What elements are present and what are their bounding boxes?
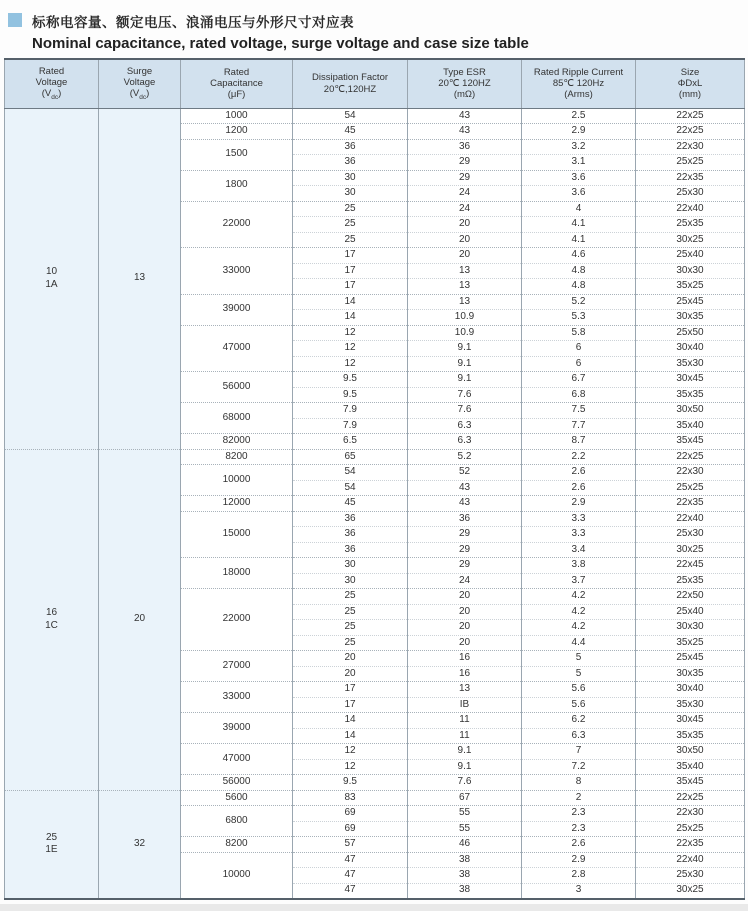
cell-type-esr: 9.1	[408, 356, 522, 372]
cell-dissipation-factor: 36	[293, 139, 408, 155]
cell-dissipation-factor: 12	[293, 341, 408, 357]
cell-type-esr: 13	[408, 279, 522, 295]
cell-ripple-current: 5.2	[522, 294, 636, 310]
cell-ripple-current: 5	[522, 666, 636, 682]
cell-size: 30x35	[636, 310, 745, 326]
cell-dissipation-factor: 30	[293, 573, 408, 589]
cell-dissipation-factor: 36	[293, 511, 408, 527]
cell-size: 25x25	[636, 480, 745, 496]
cell-rated-capacitance: 47000	[181, 744, 293, 775]
cell-dissipation-factor: 25	[293, 620, 408, 636]
cell-ripple-current: 4.6	[522, 248, 636, 264]
cell-dissipation-factor: 17	[293, 263, 408, 279]
cell-ripple-current: 4.2	[522, 620, 636, 636]
cell-rated-voltage: 10 1A	[5, 108, 99, 449]
cell-type-esr: 38	[408, 868, 522, 884]
cell-dissipation-factor: 45	[293, 124, 408, 140]
cell-ripple-current: 5.6	[522, 697, 636, 713]
cell-ripple-current: 2.2	[522, 449, 636, 465]
cell-rated-capacitance: 56000	[181, 372, 293, 403]
cell-type-esr: 24	[408, 573, 522, 589]
cell-dissipation-factor: 17	[293, 697, 408, 713]
cell-ripple-current: 2.9	[522, 124, 636, 140]
cell-dissipation-factor: 7.9	[293, 418, 408, 434]
cell-type-esr: 43	[408, 480, 522, 496]
cell-ripple-current: 5.8	[522, 325, 636, 341]
table-row	[5, 449, 745, 465]
cell-type-esr: 20	[408, 604, 522, 620]
cell-rated-voltage: 16 1C	[5, 449, 99, 790]
cell-dissipation-factor: 9.5	[293, 775, 408, 791]
cell-dissipation-factor: 36	[293, 542, 408, 558]
table-body	[5, 108, 745, 899]
cell-type-esr: 13	[408, 682, 522, 698]
cell-size: 30x35	[636, 666, 745, 682]
cell-size: 25x40	[636, 604, 745, 620]
column-header-rated-capacitance: Rated Capacitance (μF)	[181, 59, 293, 108]
cell-dissipation-factor: 20	[293, 651, 408, 667]
cell-size: 22x25	[636, 449, 745, 465]
cell-rated-capacitance: 33000	[181, 248, 293, 295]
cell-dissipation-factor: 14	[293, 294, 408, 310]
cell-dissipation-factor: 17	[293, 248, 408, 264]
cell-rated-capacitance: 39000	[181, 294, 293, 325]
cell-ripple-current: 7.7	[522, 418, 636, 434]
cell-surge-voltage: 20	[99, 449, 181, 790]
cell-ripple-current: 4.8	[522, 263, 636, 279]
cell-type-esr: 52	[408, 465, 522, 481]
cell-rated-capacitance: 10000	[181, 852, 293, 899]
cell-ripple-current: 4.8	[522, 279, 636, 295]
cell-ripple-current: 2.6	[522, 837, 636, 853]
header-row	[5, 59, 745, 108]
cell-size: 35x25	[636, 635, 745, 651]
cell-type-esr: 20	[408, 232, 522, 248]
cell-type-esr: 6.3	[408, 434, 522, 450]
cell-rated-capacitance: 82000	[181, 434, 293, 450]
cell-size: 30x30	[636, 263, 745, 279]
cell-type-esr: 9.1	[408, 759, 522, 775]
cell-dissipation-factor: 36	[293, 155, 408, 171]
cell-size: 25x30	[636, 868, 745, 884]
cell-dissipation-factor: 9.5	[293, 387, 408, 403]
cell-dissipation-factor: 65	[293, 449, 408, 465]
cell-size: 25x45	[636, 651, 745, 667]
cell-size: 22x25	[636, 108, 745, 124]
cell-ripple-current: 7	[522, 744, 636, 760]
cell-size: 25x35	[636, 217, 745, 233]
cell-dissipation-factor: 12	[293, 325, 408, 341]
cell-size: 22x30	[636, 139, 745, 155]
cell-type-esr: 10.9	[408, 325, 522, 341]
cell-rated-capacitance: 1500	[181, 139, 293, 170]
cell-dissipation-factor: 17	[293, 682, 408, 698]
cell-size: 35x40	[636, 759, 745, 775]
cell-size: 22x35	[636, 170, 745, 186]
cell-rated-voltage: 25 1E	[5, 790, 99, 899]
column-header-rated-voltage: Rated Voltage $(V_{dc})$	[5, 59, 99, 108]
cell-dissipation-factor: 25	[293, 232, 408, 248]
cell-ripple-current: 2.5	[522, 108, 636, 124]
cell-dissipation-factor: 6.5	[293, 434, 408, 450]
cell-type-esr: 20	[408, 248, 522, 264]
cell-size: 22x40	[636, 511, 745, 527]
cell-dissipation-factor: 47	[293, 852, 408, 868]
cell-dissipation-factor: 69	[293, 821, 408, 837]
cell-type-esr: 16	[408, 666, 522, 682]
cell-ripple-current: 2.6	[522, 465, 636, 481]
cell-type-esr: 29	[408, 170, 522, 186]
table-header	[5, 59, 745, 108]
cell-dissipation-factor: 20	[293, 666, 408, 682]
cell-ripple-current: 3.6	[522, 170, 636, 186]
cell-size: 35x45	[636, 434, 745, 450]
cell-size: 35x30	[636, 697, 745, 713]
cell-size: 25x25	[636, 821, 745, 837]
column-header-size: Size ΦDxL (mm)	[636, 59, 745, 108]
cell-ripple-current: 4.2	[522, 604, 636, 620]
title-chinese: 标称电容量、额定电压、浪涌电压与外形尺寸对应表	[32, 15, 354, 30]
cell-dissipation-factor: 45	[293, 496, 408, 512]
cell-size: 22x30	[636, 465, 745, 481]
title-block	[0, 0, 748, 58]
title-english: Nominal capacitance, rated voltage, surge voltage and case size table	[32, 35, 529, 52]
cell-type-esr: 43	[408, 496, 522, 512]
cell-dissipation-factor: 30	[293, 186, 408, 202]
cell-size: 30x45	[636, 372, 745, 388]
cell-ripple-current: 5.6	[522, 682, 636, 698]
cell-type-esr: 29	[408, 155, 522, 171]
cell-dissipation-factor: 30	[293, 558, 408, 574]
cell-size: 25x30	[636, 186, 745, 202]
cell-size: 22x40	[636, 852, 745, 868]
cell-size: 30x25	[636, 542, 745, 558]
cell-ripple-current: 2.3	[522, 806, 636, 822]
cell-size: 22x50	[636, 589, 745, 605]
cell-ripple-current: 2	[522, 790, 636, 806]
cell-dissipation-factor: 25	[293, 201, 408, 217]
cell-size: 35x40	[636, 418, 745, 434]
cell-dissipation-factor: 69	[293, 806, 408, 822]
cell-size: 25x30	[636, 527, 745, 543]
cell-type-esr: 16	[408, 651, 522, 667]
cell-type-esr: 10.9	[408, 310, 522, 326]
cell-rated-capacitance: 27000	[181, 651, 293, 682]
cell-size: 22x35	[636, 496, 745, 512]
cell-ripple-current: 2.8	[522, 868, 636, 884]
cell-dissipation-factor: 25	[293, 589, 408, 605]
cell-type-esr: 7.6	[408, 387, 522, 403]
cell-rated-capacitance: 8200	[181, 449, 293, 465]
cell-rated-capacitance: 6800	[181, 806, 293, 837]
cell-ripple-current: 4	[522, 201, 636, 217]
cell-type-esr: 7.6	[408, 403, 522, 419]
cell-type-esr: 36	[408, 139, 522, 155]
cell-ripple-current: 3	[522, 883, 636, 899]
cell-type-esr: 46	[408, 837, 522, 853]
cell-dissipation-factor: 30	[293, 170, 408, 186]
cell-size: 22x45	[636, 558, 745, 574]
cell-type-esr: 20	[408, 620, 522, 636]
cell-ripple-current: 8	[522, 775, 636, 791]
cell-ripple-current: 4.2	[522, 589, 636, 605]
cell-ripple-current: 6.8	[522, 387, 636, 403]
cell-size: 25x45	[636, 294, 745, 310]
cell-ripple-current: 7.2	[522, 759, 636, 775]
cell-type-esr: 55	[408, 821, 522, 837]
cell-ripple-current: 6.2	[522, 713, 636, 729]
cell-size: 25x40	[636, 248, 745, 264]
cell-surge-voltage: 13	[99, 108, 181, 449]
column-header-type-esr: Type ESR 20℃ 120HZ (mΩ)	[408, 59, 522, 108]
cell-dissipation-factor: 9.5	[293, 372, 408, 388]
cell-type-esr: 29	[408, 542, 522, 558]
cell-ripple-current: 3.8	[522, 558, 636, 574]
cell-ripple-current: 4.1	[522, 232, 636, 248]
cell-ripple-current: 6	[522, 341, 636, 357]
cell-ripple-current: 3.6	[522, 186, 636, 202]
cell-size: 30x25	[636, 883, 745, 899]
cell-rated-capacitance: 33000	[181, 682, 293, 713]
cell-ripple-current: 3.3	[522, 511, 636, 527]
cell-ripple-current: 6	[522, 356, 636, 372]
cell-size: 35x30	[636, 356, 745, 372]
cell-ripple-current: 2.9	[522, 852, 636, 868]
cell-size: 35x35	[636, 728, 745, 744]
cell-ripple-current: 4.1	[522, 217, 636, 233]
cell-dissipation-factor: 47	[293, 883, 408, 899]
cell-size: 30x45	[636, 713, 745, 729]
cell-type-esr: 55	[408, 806, 522, 822]
cell-size: 30x40	[636, 341, 745, 357]
cell-ripple-current: 2.6	[522, 480, 636, 496]
cell-type-esr: 38	[408, 883, 522, 899]
cell-dissipation-factor: 83	[293, 790, 408, 806]
cell-type-esr: 13	[408, 294, 522, 310]
cell-ripple-current: 6.3	[522, 728, 636, 744]
cell-type-esr: 13	[408, 263, 522, 279]
cell-ripple-current: 2.3	[522, 821, 636, 837]
title-bullet-icon	[8, 13, 22, 27]
cell-type-esr: IB	[408, 697, 522, 713]
cell-size: 25x50	[636, 325, 745, 341]
cell-size: 22x30	[636, 806, 745, 822]
cell-size: 30x25	[636, 232, 745, 248]
cell-size: 35x25	[636, 279, 745, 295]
cell-rated-capacitance: 1200	[181, 124, 293, 140]
cell-size: 30x50	[636, 403, 745, 419]
cell-dissipation-factor: 57	[293, 837, 408, 853]
cell-ripple-current: 3.7	[522, 573, 636, 589]
cell-rated-capacitance: 22000	[181, 589, 293, 651]
cell-ripple-current: 4.4	[522, 635, 636, 651]
cell-size: 22x40	[636, 201, 745, 217]
cell-rated-capacitance: 47000	[181, 325, 293, 372]
cell-dissipation-factor: 14	[293, 310, 408, 326]
cell-ripple-current: 8.7	[522, 434, 636, 450]
cell-type-esr: 43	[408, 124, 522, 140]
cell-dissipation-factor: 54	[293, 480, 408, 496]
cell-ripple-current: 3.2	[522, 139, 636, 155]
table-row	[5, 108, 745, 124]
cell-type-esr: 5.2	[408, 449, 522, 465]
cell-type-esr: 7.6	[408, 775, 522, 791]
cell-type-esr: 24	[408, 186, 522, 202]
cell-rated-capacitance: 12000	[181, 496, 293, 512]
cell-size: 22x35	[636, 837, 745, 853]
cell-type-esr: 20	[408, 589, 522, 605]
cell-dissipation-factor: 54	[293, 108, 408, 124]
cell-ripple-current: 3.4	[522, 542, 636, 558]
cell-ripple-current: 3.1	[522, 155, 636, 171]
cell-ripple-current: 5.3	[522, 310, 636, 326]
cell-type-esr: 9.1	[408, 744, 522, 760]
table-row	[5, 790, 745, 806]
cell-size: 35x35	[636, 387, 745, 403]
cell-type-esr: 9.1	[408, 341, 522, 357]
cell-dissipation-factor: 12	[293, 759, 408, 775]
cell-dissipation-factor: 14	[293, 713, 408, 729]
column-header-dissipation-factor: Dissipation Factor 20℃,120HZ	[293, 59, 408, 108]
cell-ripple-current: 3.3	[522, 527, 636, 543]
cell-size: 22x25	[636, 790, 745, 806]
cell-size: 22x25	[636, 124, 745, 140]
cell-type-esr: 29	[408, 558, 522, 574]
cell-size: 25x35	[636, 573, 745, 589]
cell-rated-capacitance: 22000	[181, 201, 293, 248]
cell-dissipation-factor: 54	[293, 465, 408, 481]
titles	[32, 11, 529, 52]
cell-size: 30x40	[636, 682, 745, 698]
cell-ripple-current: 2.9	[522, 496, 636, 512]
cell-type-esr: 38	[408, 852, 522, 868]
cell-rated-capacitance: 1800	[181, 170, 293, 201]
cell-dissipation-factor: 7.9	[293, 403, 408, 419]
cell-dissipation-factor: 12	[293, 356, 408, 372]
cell-dissipation-factor: 14	[293, 728, 408, 744]
cell-type-esr: 20	[408, 635, 522, 651]
cell-surge-voltage: 32	[99, 790, 181, 899]
cell-dissipation-factor: 25	[293, 604, 408, 620]
cell-rated-capacitance: 18000	[181, 558, 293, 589]
cell-size: 35x45	[636, 775, 745, 791]
cell-type-esr: 11	[408, 728, 522, 744]
cell-dissipation-factor: 25	[293, 217, 408, 233]
cell-type-esr: 11	[408, 713, 522, 729]
cell-dissipation-factor: 12	[293, 744, 408, 760]
cell-type-esr: 43	[408, 108, 522, 124]
cell-rated-capacitance: 15000	[181, 511, 293, 558]
cell-size: 30x50	[636, 744, 745, 760]
cell-size: 25x25	[636, 155, 745, 171]
column-header-surge-voltage: Surge Voltage $(V_{dc})$	[99, 59, 181, 108]
cell-size: 30x30	[636, 620, 745, 636]
cell-dissipation-factor: 36	[293, 527, 408, 543]
cell-dissipation-factor: 47	[293, 868, 408, 884]
cell-type-esr: 9.1	[408, 372, 522, 388]
cell-rated-capacitance: 5600	[181, 790, 293, 806]
cell-type-esr: 36	[408, 511, 522, 527]
cell-dissipation-factor: 25	[293, 635, 408, 651]
capacitor-spec-table	[4, 58, 745, 900]
column-header-rated-ripple-current: Rated Ripple Current 85℃ 120Hz (Arms)	[522, 59, 636, 108]
cell-rated-capacitance: 10000	[181, 465, 293, 496]
cell-rated-capacitance: 56000	[181, 775, 293, 791]
cell-dissipation-factor: 17	[293, 279, 408, 295]
cell-rated-capacitance: 8200	[181, 837, 293, 853]
cell-type-esr: 67	[408, 790, 522, 806]
cell-rated-capacitance: 1000	[181, 108, 293, 124]
cell-rated-capacitance: 68000	[181, 403, 293, 434]
cell-ripple-current: 6.7	[522, 372, 636, 388]
cell-type-esr: 24	[408, 201, 522, 217]
cell-ripple-current: 7.5	[522, 403, 636, 419]
cell-ripple-current: 5	[522, 651, 636, 667]
cell-rated-capacitance: 39000	[181, 713, 293, 744]
cell-type-esr: 29	[408, 527, 522, 543]
bottom-strip	[0, 904, 748, 911]
cell-type-esr: 20	[408, 217, 522, 233]
cell-type-esr: 6.3	[408, 418, 522, 434]
